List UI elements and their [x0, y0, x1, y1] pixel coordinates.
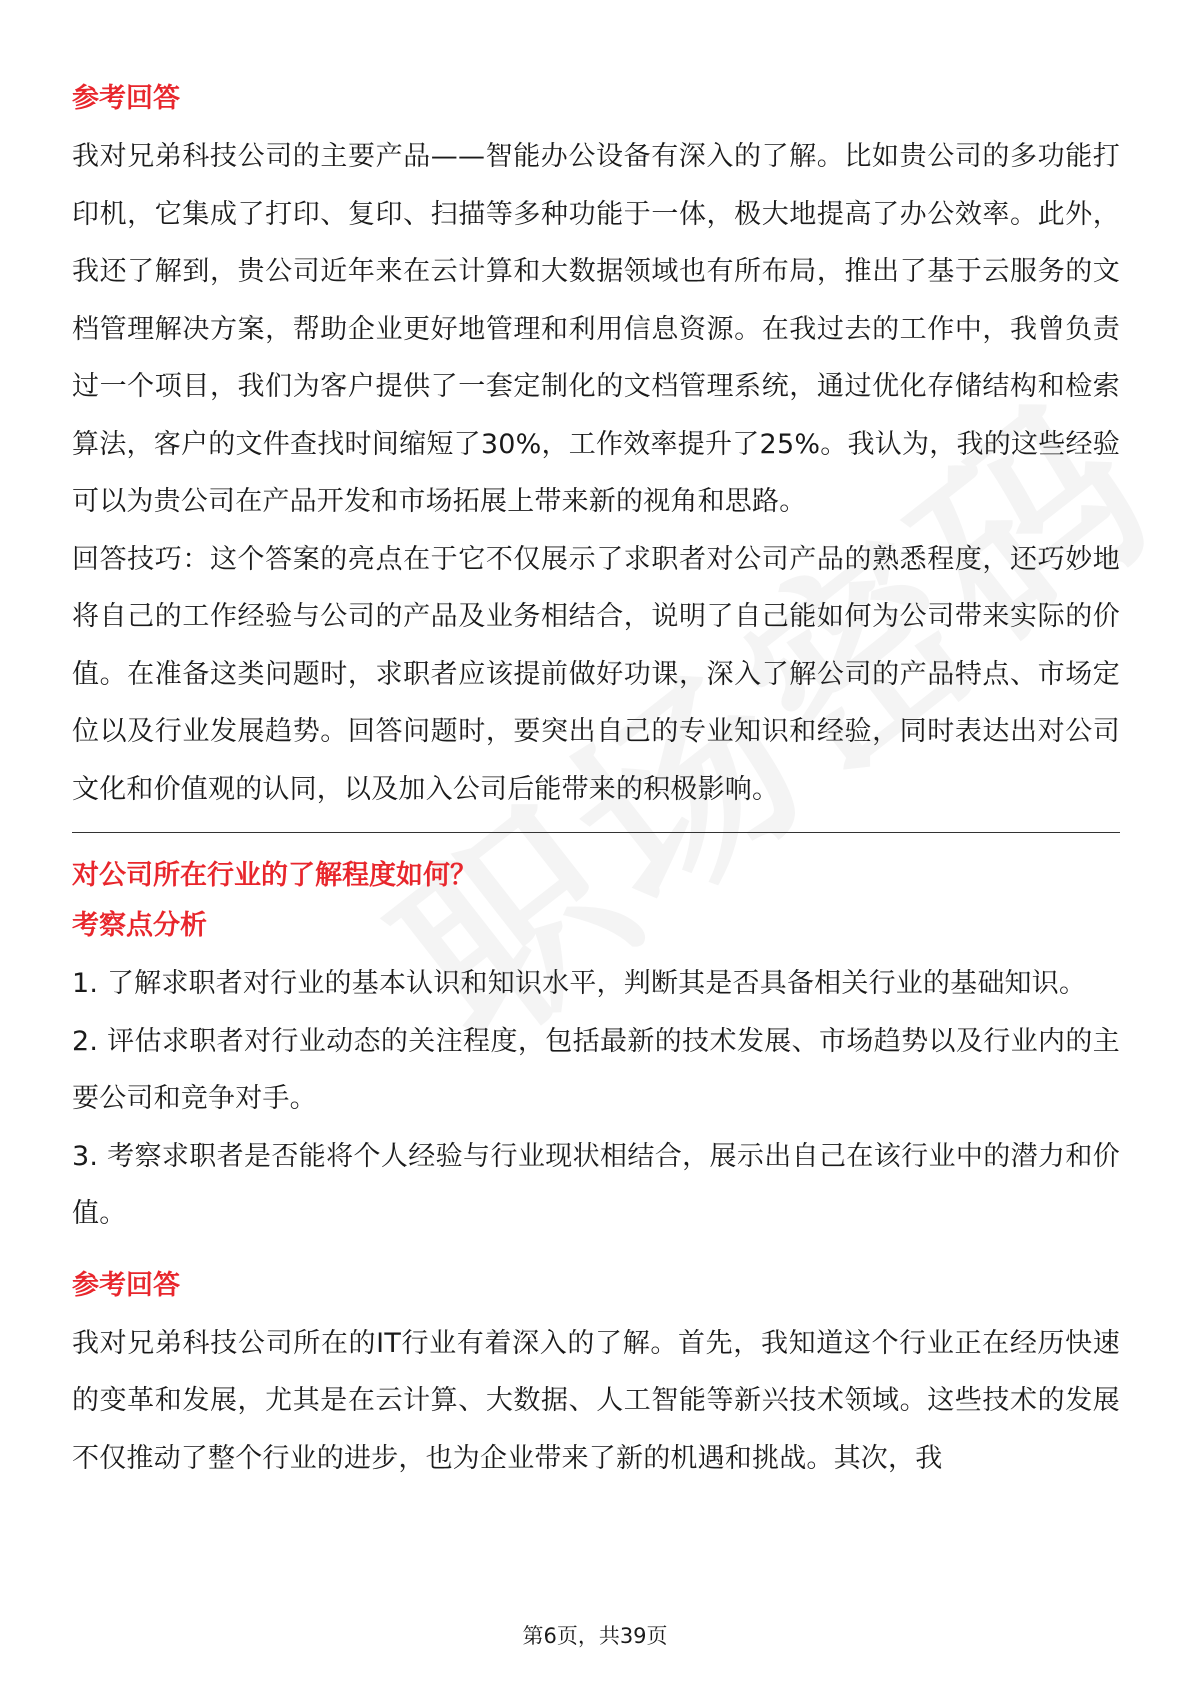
- analysis-heading: 考察点分析: [72, 910, 207, 941]
- analysis-point-1: 1. 了解求职者对行业的基本认识和知识水平，判断其是否具备相关行业的基础知识。: [72, 968, 1087, 999]
- analysis-point-2: 2. 评估求职者对行业动态的关注程度，包括最新的技术发展、市场趋势以及行业内的主要公司和竞争对手。: [72, 1025, 1120, 1114]
- answer-paragraph: 我对兄弟科技公司的主要产品——智能办公设备有深入的了解。比如贵公司的多功能打印机，它集成了打印、复印、扫描等多种功能于一体，极大地提高了办公效率。此外，我还了解到，贵公司近年来在云计算和大数据领域也有所布局，推出了基于云服务的文档管理解决方案，帮助企业更好地管理和利用信息资源。在我过去的工作中，我曾负责过一个项目，我们为客户提供了一套定制化的文档管理系统，通过优化存储结构和检索算法，客户的文件查找时间缩短了30%，工作效率提升了25%。我认为，我的这些经验可以为贵公司在产品开发和市场拓展上带来新的视角和思路。: [72, 141, 1120, 517]
- answer-heading-2: 参考回答: [72, 1269, 180, 1301]
- tips-paragraph: 回答技巧：这个答案的亮点在于它不仅展示了求职者对公司产品的熟悉程度，还巧妙地将自己的工作经验与公司的产品及业务相结合，说明了自己能如何为公司带来实际的价值。在准备这类问题时，求职者应该提前做好功课，深入了解公司的产品特点、市场定位以及行业发展趋势。回答问题时，要突出自己的专业知识和经验，同时表达出对公司文化和价值观的认同，以及加入公司后能带来的积极影响。: [72, 543, 1120, 805]
- analysis-point-3: 3. 考察求职者是否能将个人经验与行业现状相结合，展示出自己在该行业中的潜力和价值。: [72, 1140, 1120, 1229]
- page-number: 第6页，共39页: [522, 1624, 668, 1648]
- page-content: [72, 78, 1120, 1487]
- section-divider: [72, 832, 1120, 833]
- answer-paragraph-2: 我对兄弟科技公司所在的IT行业有着深入的了解。首先，我知道这个行业正在经历快速的变革和发展，尤其是在云计算、大数据、人工智能等新兴技术领域。这些技术的发展不仅推动了整个行业的进步，也为企业带来了新的机遇和挑战。其次，我: [72, 1327, 1120, 1474]
- question-heading: 对公司所在行业的了解程度如何？: [72, 860, 477, 891]
- answer-heading: 参考回答: [72, 83, 180, 114]
